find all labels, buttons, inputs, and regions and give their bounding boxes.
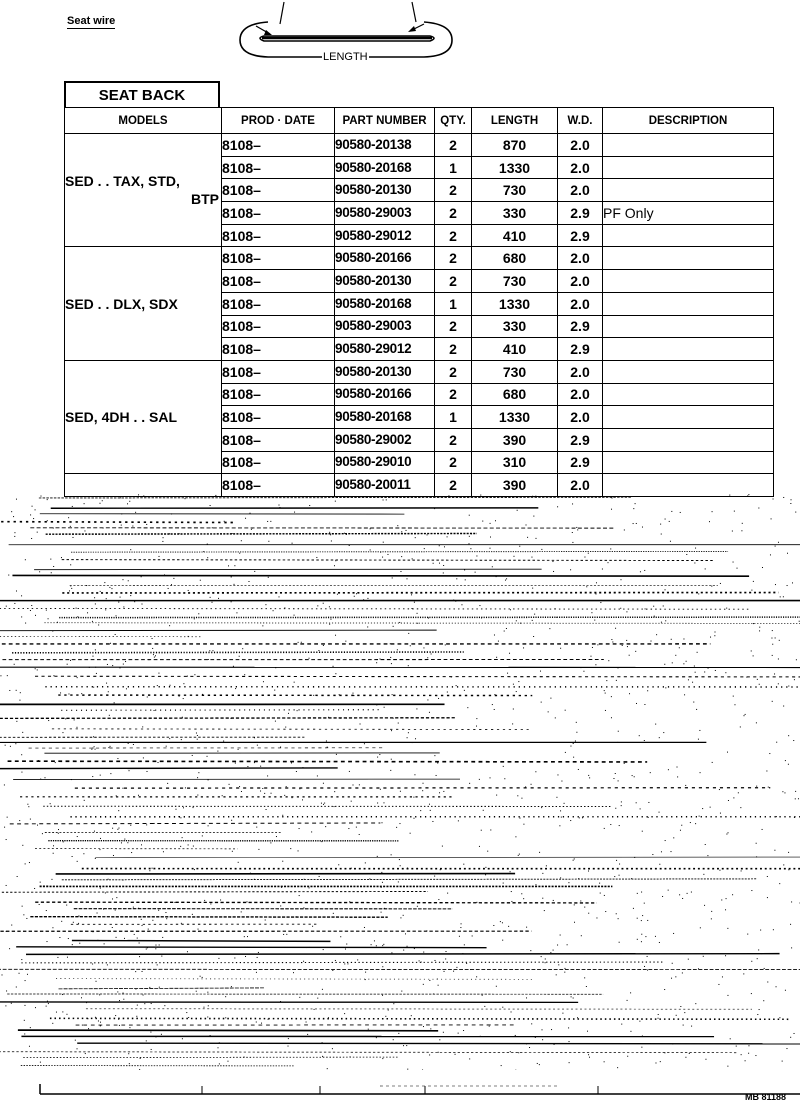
length-label: LENGTH <box>323 51 368 63</box>
part-number-cell: 90580-29012 <box>335 224 435 247</box>
prod-date-cell: 8108– <box>222 270 335 293</box>
table-row <box>65 134 774 157</box>
model-cell <box>65 360 222 473</box>
length-cell: 1330 <box>472 292 558 315</box>
wd-cell: 2.9 <box>558 202 603 225</box>
length-cell: 330 <box>472 315 558 338</box>
part-number-cell: 90580-20130 <box>335 360 435 383</box>
degraded-scan-area <box>0 494 800 1070</box>
qty-cell: 2 <box>435 360 472 383</box>
model-label: SED . . DLX, SDX <box>65 295 178 312</box>
description-cell <box>603 247 774 270</box>
part-number-cell: 90580-29010 <box>335 451 435 474</box>
qty-cell: 2 <box>435 383 472 406</box>
model-label: SED . . TAX, STD, <box>65 173 180 190</box>
description-cell <box>603 360 774 383</box>
wd-cell: 2.9 <box>558 338 603 361</box>
wd-cell: 2.0 <box>558 292 603 315</box>
figure-code: MB 81188 <box>744 1092 786 1102</box>
description-cell <box>603 451 774 474</box>
part-number-cell: 90580-29012 <box>335 338 435 361</box>
description-cell: PF Only <box>603 202 774 225</box>
description-cell <box>603 292 774 315</box>
prod-date-cell: 8108– <box>222 156 335 179</box>
model-cell <box>65 134 222 247</box>
prod-date-cell: 8108– <box>222 383 335 406</box>
wd-cell: 2.0 <box>558 360 603 383</box>
wd-cell: 2.0 <box>558 247 603 270</box>
prod-date-cell: 8108– <box>222 406 335 429</box>
length-cell: 1330 <box>472 406 558 429</box>
length-cell: 680 <box>472 247 558 270</box>
table-header-row <box>65 108 774 134</box>
wd-cell: 2.0 <box>558 156 603 179</box>
wd-cell: 2.9 <box>558 315 603 338</box>
header-length: LENGTH <box>472 108 558 134</box>
length-cell: 730 <box>472 179 558 202</box>
section-title: SEAT BACK <box>64 81 220 107</box>
qty-cell: 2 <box>435 134 472 157</box>
scale-ruler-icon <box>0 1072 800 1102</box>
model-label: BTP <box>191 191 219 208</box>
prod-date-cell: 8108– <box>222 224 335 247</box>
length-cell: 680 <box>472 383 558 406</box>
prod-date-cell: 8108– <box>222 360 335 383</box>
prod-date-cell: 8108– <box>222 292 335 315</box>
description-cell <box>603 383 774 406</box>
qty-cell: 1 <box>435 292 472 315</box>
qty-cell: 2 <box>435 315 472 338</box>
wd-cell: 2.0 <box>558 134 603 157</box>
length-cell: 310 <box>472 451 558 474</box>
wd-cell: 2.0 <box>558 406 603 429</box>
description-cell <box>603 224 774 247</box>
qty-cell: 2 <box>435 270 472 293</box>
qty-cell: 1 <box>435 406 472 429</box>
qty-cell: 2 <box>435 451 472 474</box>
part-number-cell: 90580-20166 <box>335 247 435 270</box>
part-number-cell: 90580-20011 <box>335 474 435 497</box>
table-row <box>65 360 774 383</box>
qty-cell: 2 <box>435 179 472 202</box>
length-cell: 330 <box>472 202 558 225</box>
prod-date-cell: 8108– <box>222 428 335 451</box>
wd-cell: 2.9 <box>558 451 603 474</box>
part-number-cell: 90580-29003 <box>335 315 435 338</box>
prod-date-cell: 8108– <box>222 202 335 225</box>
length-cell: 730 <box>472 360 558 383</box>
prod-date-cell: 8108– <box>222 474 335 497</box>
length-cell: 390 <box>472 474 558 497</box>
qty-cell: 2 <box>435 474 472 497</box>
wd-cell: 2.0 <box>558 383 603 406</box>
prod-date-cell: 8108– <box>222 338 335 361</box>
length-cell: 410 <box>472 338 558 361</box>
header-prod-date: PROD · DATE <box>222 108 335 134</box>
part-number-cell: 90580-20166 <box>335 383 435 406</box>
description-cell <box>603 270 774 293</box>
header-qty: QTY. <box>435 108 472 134</box>
length-cell: 1330 <box>472 156 558 179</box>
part-number-cell: 90580-20168 <box>335 156 435 179</box>
wd-cell: 2.9 <box>558 428 603 451</box>
description-cell <box>603 315 774 338</box>
seat-wire-table <box>64 107 774 497</box>
part-number-cell: 90580-20168 <box>335 406 435 429</box>
model-cell <box>65 247 222 360</box>
wd-cell: 2.9 <box>558 224 603 247</box>
qty-cell: 1 <box>435 156 472 179</box>
length-cell: 870 <box>472 134 558 157</box>
part-number-cell: 90580-20130 <box>335 179 435 202</box>
wd-cell: 2.0 <box>558 270 603 293</box>
header-part-number: PART NUMBER <box>335 108 435 134</box>
part-number-cell: 90580-20138 <box>335 134 435 157</box>
length-cell: 730 <box>472 270 558 293</box>
description-cell <box>603 179 774 202</box>
part-number-cell: 90580-29002 <box>335 428 435 451</box>
prod-date-cell: 8108– <box>222 247 335 270</box>
qty-cell: 2 <box>435 224 472 247</box>
part-number-cell: 90580-20168 <box>335 292 435 315</box>
length-cell: 390 <box>472 428 558 451</box>
description-cell <box>603 156 774 179</box>
description-cell <box>603 338 774 361</box>
part-number-cell: 90580-29003 <box>335 202 435 225</box>
prod-date-cell: 8108– <box>222 451 335 474</box>
wd-cell: 2.0 <box>558 474 603 497</box>
wd-cell: 2.0 <box>558 179 603 202</box>
seat-wire-heading: Seat wire <box>67 15 116 27</box>
prod-date-cell: 8108– <box>222 315 335 338</box>
qty-cell: 2 <box>435 338 472 361</box>
part-number-cell: 90580-20130 <box>335 270 435 293</box>
qty-cell: 2 <box>435 428 472 451</box>
length-cell: 410 <box>472 224 558 247</box>
description-cell <box>603 134 774 157</box>
table-row <box>65 247 774 270</box>
qty-cell: 2 <box>435 247 472 270</box>
header-wd: W.D. <box>558 108 603 134</box>
qty-cell: 2 <box>435 202 472 225</box>
model-label: SED, 4DH . . SAL <box>65 409 178 426</box>
description-cell <box>603 428 774 451</box>
header-description: DESCRIPTION <box>603 108 774 134</box>
header-models: MODELS <box>65 108 222 134</box>
prod-date-cell: 8108– <box>222 134 335 157</box>
prod-date-cell: 8108– <box>222 179 335 202</box>
description-cell <box>603 406 774 429</box>
